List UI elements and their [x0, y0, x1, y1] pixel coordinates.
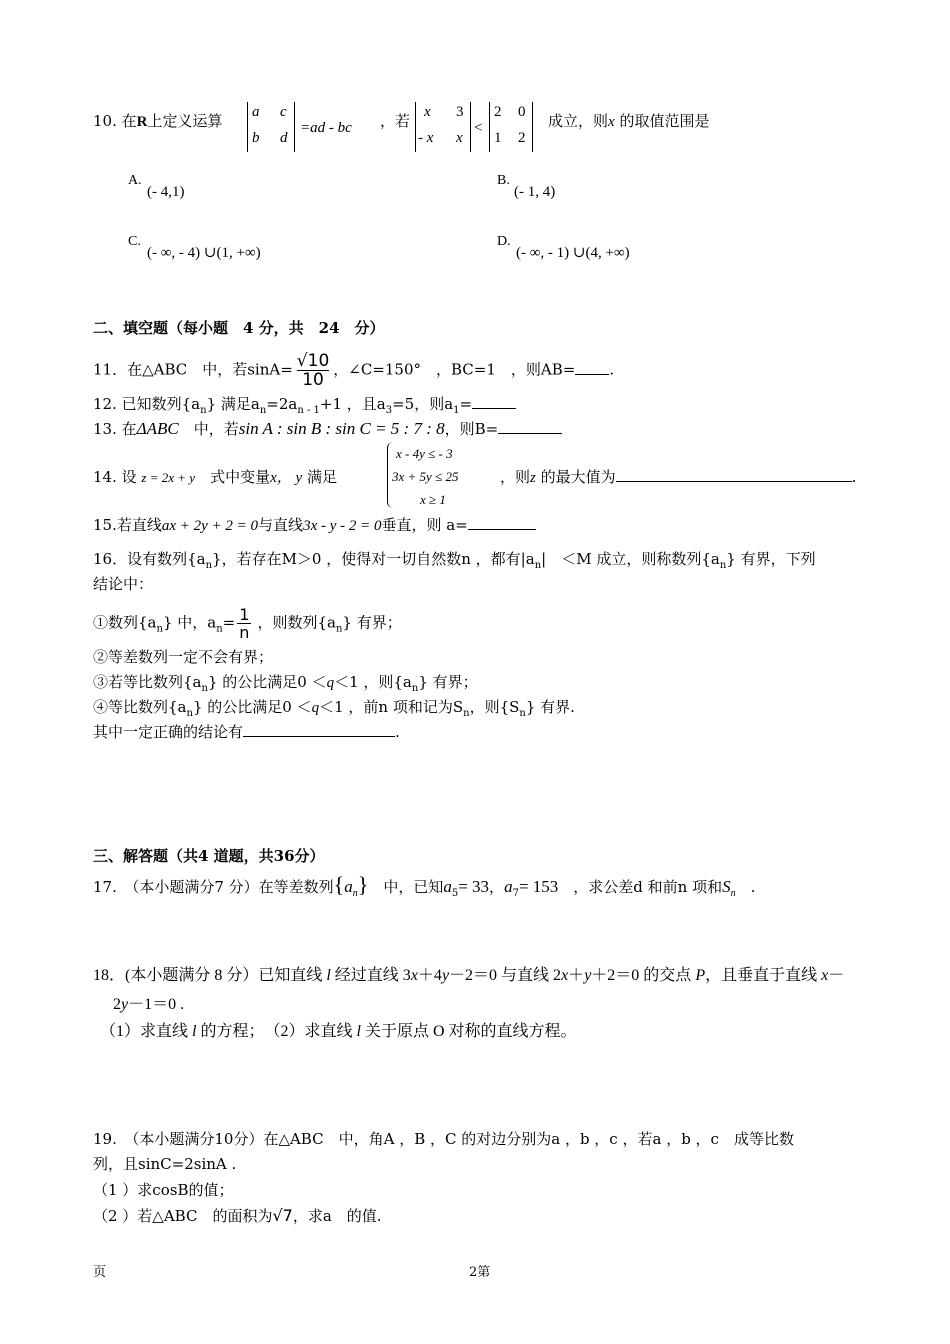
q18-line-2: 2y－1＝0 . [113, 996, 185, 1013]
constraint-1: x - 4y ≤ - 3 [396, 446, 453, 461]
option-b: (- 1, 4) [514, 184, 556, 200]
q15-line: 15.若直线ax + 2y + 2 = 0与直线3x - y - 2 = 0垂直，则 a= [93, 514, 536, 537]
q10-det-rule: =ad - bc [300, 120, 352, 136]
q10-line: 10. 在R上定义运算 [93, 112, 223, 130]
q16-answer-line: 其中一定正确的结论有 . [93, 723, 400, 741]
option-c-label: C. [128, 234, 141, 249]
q17-line: 17. （本小题满分7 分）在等差数列$\{a_n\}$ 中，已知$a_5= 33$，$a_7= 153$ ，求公差d 和前n 项和$S_n$ . [93, 872, 756, 899]
option-d-label: D. [497, 234, 511, 249]
q13-line: 13. 在ΔABC 中，若sin A : sin B : sin C = 5 : 7 : 8，则B= [93, 418, 562, 440]
q16-item-2: ②等差数列一定不会有界； [93, 648, 274, 666]
constraint-3: x ≥ 1 [420, 492, 446, 507]
q14-tail: ，则z 的最大值为 . [500, 468, 857, 486]
section-title-fill-in: 二、填空题（每小题 4 分，共 24 分） [93, 319, 385, 337]
q18-line-1: 18．(本小题满分 8 分）已知直线 l 经过直线 3x＋4y－2＝0 与直线 2x＋y＋2＝0 的交点 P，且垂直于直线 x－ [93, 967, 845, 984]
q16-line-2: 结论中： [93, 575, 154, 593]
q19-line-3: （1 ）求cosB的值； [93, 1181, 234, 1199]
q14-line: 14. 设 z = 2x + y 式中变量x， y 满足 [93, 468, 337, 486]
q18-line-3: （1）求直线 l 的方程； （2）求直线 l 关于原点 O 对称的直线方程。 [100, 1023, 577, 1040]
constraint-2: 3x + 5y ≤ 25 [392, 469, 459, 484]
q19-line-1: 19. （本小题满分10分）在△ABC 中，角A ，B ，C 的对边分别为a ，b ，c ，若a ，b ，c 成等比数 [93, 1130, 794, 1148]
q19-line-4: （2 ）若△ABC 的面积为√7，求a 的值. [93, 1206, 382, 1225]
determinant-left: x 3 - x x [415, 102, 471, 152]
determinant-right: 2 0 1 2 [489, 102, 533, 152]
q12-line: 12. 已知数列$\{a_n\}$ 满足$a_n=2a_{n - 1}+1$ ，且$a_3=5$，则$a_1=$ [93, 393, 516, 422]
option-c: (- ∞, - 4) ∪(1, +∞) [147, 245, 261, 261]
footer-left: 页 [93, 1265, 107, 1280]
q19-line-2: 列，且sinC=2sinA . [93, 1155, 237, 1173]
q16-item-1: ①数列$\{a_n\}$ 中，$a_n=$ $\frac{1}{n}$ ，则数列$\{a_n\}$ 有界； [93, 605, 402, 642]
q10-ruo: ，若 [380, 112, 411, 130]
page-number: 2第 [469, 1265, 491, 1280]
option-d: (- ∞, - 1) ∪(4, +∞) [516, 245, 630, 261]
q10-less-than: < [474, 120, 483, 136]
option-a-label: A. [128, 173, 142, 188]
q11-line: 11．在△ABC 中，若sinA= $\frac{√10}{10}$ ，∠C=150° ，BC=1 ，则AB= . [93, 351, 615, 390]
option-a: (- 4,1) [147, 184, 185, 200]
q10-tail: 成立，则x 的取值范围是 [548, 112, 710, 130]
q16-item-4: ④等比数列$\{a_n\}$ 的公比满足0 ＜q＜1 ，前n 项和记为$S_n$，则$\{S_n\}$ 有界. [93, 698, 575, 719]
option-b-label: B. [497, 173, 510, 188]
section-title-answer: 三、解答题（共4 道题，共36分） [93, 847, 325, 865]
determinant-definition: a c b d [247, 102, 295, 152]
q16-item-3: ③若等比数列$\{a_n\}$ 的公比满足0 ＜q＜1 ，则$\{a_n\}$ 有界； [93, 673, 478, 694]
q16-line-1: 16．设有数列$\{a_n\}$，若存在M＞0 ，使得对一切自然数n ，都有$|a_n|$ ＜M 成立，则称数列$\{a_n\}$ 有界，下列 [93, 550, 816, 571]
